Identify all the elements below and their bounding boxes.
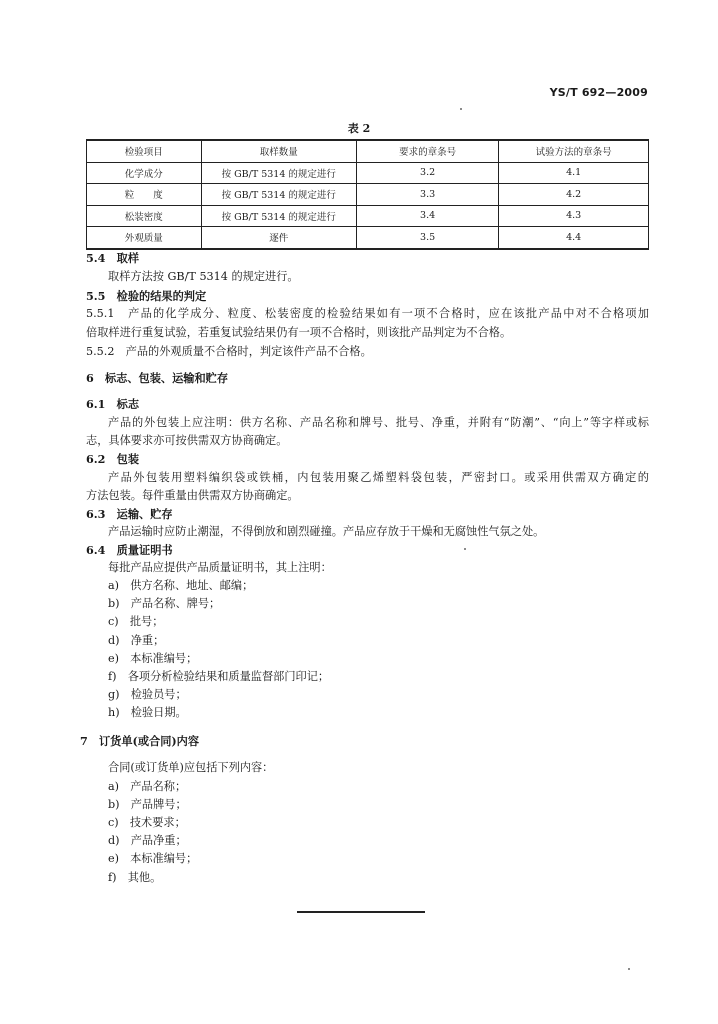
section-5-5-1-line-2: 倍取样进行重复试验，若重复试验结果仍有一项不合格时，则该批产品判定为不合格。 xyxy=(86,326,512,339)
list-item: g) 检验员号； xyxy=(108,688,187,701)
table-header-row xyxy=(87,140,649,162)
end-rule xyxy=(297,911,425,913)
section-6-2-line-1: 产品外包装用塑料编织袋或铁桶，内包装用聚乙烯塑料袋包装，严密封口。或采用供需双方确定的 xyxy=(108,471,649,484)
table-cell: 3.5 xyxy=(356,227,498,249)
list-item: e) 本标准编号； xyxy=(108,852,198,865)
table-cell: 3.2 xyxy=(356,162,498,184)
table-title: 表 2 xyxy=(347,122,371,135)
section-6-1-heading: 6.1 标志 xyxy=(86,397,140,411)
table-cell: 3.3 xyxy=(356,184,498,206)
section-6-1-line-2: 志，具体要求亦可按供需双方协商确定。 xyxy=(86,434,288,447)
section-5-4-body: 取样方法按 GB/T 5314 的规定进行。 xyxy=(108,270,299,283)
section-7-intro: 合同(或订货单)应包括下列内容： xyxy=(108,761,274,774)
list-item: d) 产品净重； xyxy=(108,834,187,847)
section-6-4-heading: 6.4 质量证明书 xyxy=(86,543,173,557)
list-item: c) 批号； xyxy=(108,615,164,628)
table-cell: 逐件 xyxy=(201,227,356,249)
column-header: 要求的章条号 xyxy=(356,140,498,162)
table-cell: 外观质量 xyxy=(87,227,202,249)
section-5-5-heading: 5.5 检验的结果的判定 xyxy=(86,289,207,303)
table-cell: 粒 度 xyxy=(87,184,202,206)
column-header: 试验方法的章条号 xyxy=(499,140,649,162)
list-item: b) 产品名称、牌号； xyxy=(108,597,221,610)
table-cell: 化学成分 xyxy=(87,162,202,184)
column-header: 检验项目 xyxy=(87,140,202,162)
section-6-2-line-2: 方法包装。每件重量由供需双方协商确定。 xyxy=(86,489,299,502)
section-6-heading: 6 标志、包装、运输和贮存 xyxy=(86,371,229,385)
list-item: c) 技术要求； xyxy=(108,816,186,829)
table-cell: 4.1 xyxy=(499,162,649,184)
table-row xyxy=(87,227,649,249)
table-cell: 按 GB/T 5314 的规定进行 xyxy=(201,184,356,206)
table-row xyxy=(87,184,649,206)
list-item: f) 各项分析检验结果和质量监督部门印记； xyxy=(108,670,330,683)
table-row xyxy=(87,205,649,227)
list-item: a) 产品名称； xyxy=(108,780,187,793)
table-cell: 4.3 xyxy=(499,205,649,227)
section-5-4-heading: 5.4 取样 xyxy=(86,251,140,265)
section-6-3-body: 产品运输时应防止潮湿，不得倒放和剧烈碰撞。产品应存放于干燥和无腐蚀性气氛之处。 xyxy=(108,525,545,538)
list-item: f) 其他。 xyxy=(108,871,162,884)
section-6-1-line-1: 产品的外包装上应注明：供方名称、产品名称和牌号、批号、净重，并附有“防潮”、“向上”等字样或标 xyxy=(108,416,649,429)
scan-speck xyxy=(464,548,466,550)
table-cell: 4.2 xyxy=(499,184,649,206)
table-cell: 按 GB/T 5314 的规定进行 xyxy=(201,162,356,184)
list-item: h) 检验日期。 xyxy=(108,706,187,719)
table-cell: 按 GB/T 5314 的规定进行 xyxy=(201,205,356,227)
list-item: d) 净重； xyxy=(108,634,165,647)
section-5-5-1-line-1: 5.5.1 产品的化学成分、粒度、松装密度的检验结果如有一项不合格时，应在该批产品中对不合格项加 xyxy=(86,307,649,320)
scan-speck xyxy=(628,968,630,970)
table-cell: 3.4 xyxy=(356,205,498,227)
column-header: 取样数量 xyxy=(201,140,356,162)
section-7-heading: 7 订货单(或合同)内容 xyxy=(80,734,200,748)
table-cell: 松装密度 xyxy=(87,205,202,227)
section-6-2-heading: 6.2 包装 xyxy=(86,452,140,466)
table-row xyxy=(87,162,649,184)
list-item: e) 本标准编号； xyxy=(108,652,198,665)
table-cell: 4.4 xyxy=(499,227,649,249)
list-item: b) 产品牌号； xyxy=(108,798,187,811)
scan-speck xyxy=(460,108,462,110)
section-5-5-2: 5.5.2 产品的外观质量不合格时，判定该件产品不合格。 xyxy=(86,345,372,358)
standard-code: YS/T 692—2009 xyxy=(549,86,648,99)
section-6-4-intro: 每批产品应提供产品质量证明书，其上注明： xyxy=(108,561,332,574)
list-item: a) 供方名称、地址、邮编； xyxy=(108,579,254,592)
inspection-table xyxy=(86,139,649,250)
section-6-3-heading: 6.3 运输、贮存 xyxy=(86,507,173,521)
